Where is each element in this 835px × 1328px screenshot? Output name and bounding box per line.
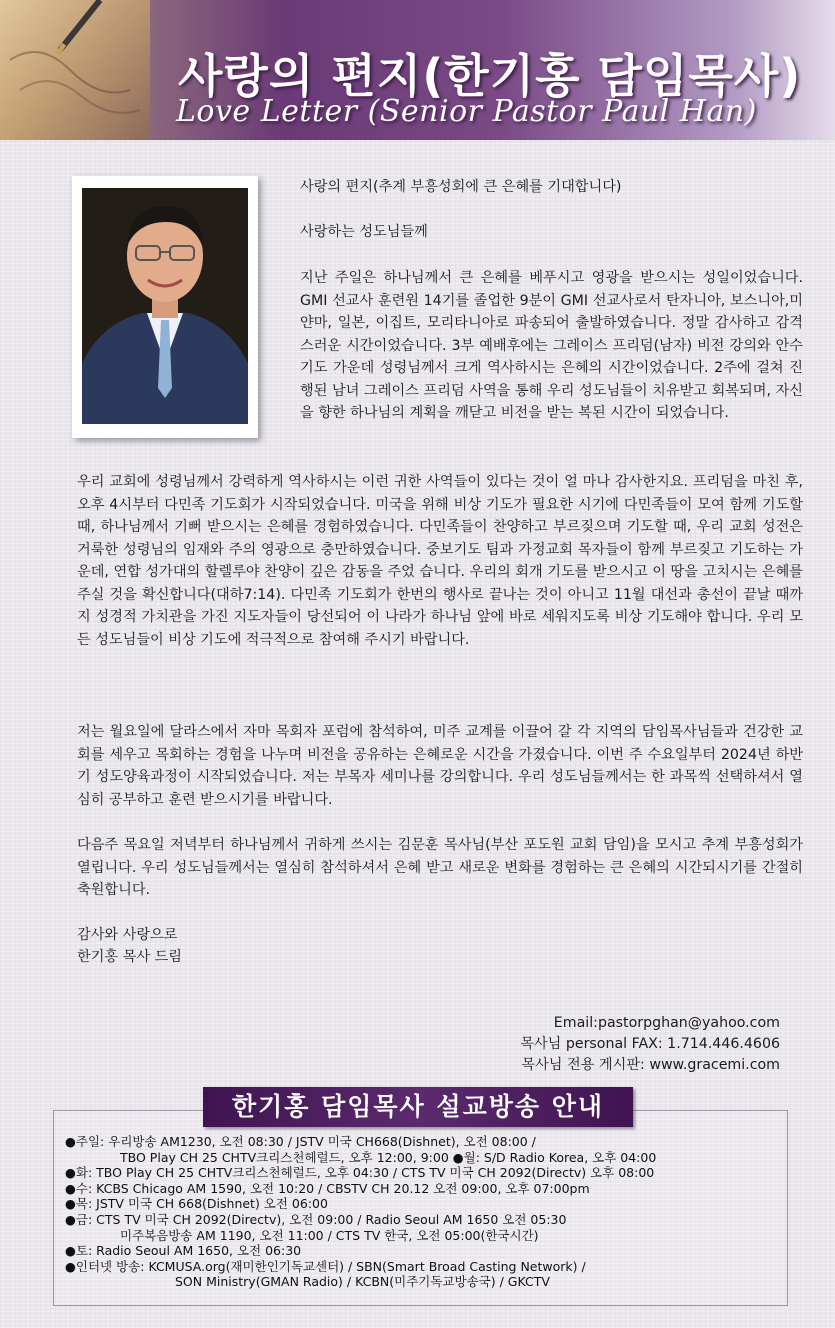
letter-closing: 감사와 사랑으로 [77, 927, 178, 943]
broadcast-line: ●토: Radio Seoul AM 1650, 오전 06:30 [65, 1243, 302, 1259]
contact-fax: 목사님 personal FAX: 1.714.446.4606 [520, 1036, 780, 1052]
header-banner [0, 0, 835, 140]
broadcast-line: ●인터넷 방송: KCMUSA.org(재미한인기독교센터) / SBN(Smart Broad Casting Network) / [65, 1258, 586, 1274]
broadcast-line: TBO Play CH 25 CHTV크리스천헤럴드, 오후 12:00, 9:00 ●월: S/D Radio Korea, 오후 04:00 [120, 1149, 657, 1165]
broadcast-title: 한기홍 담임목사 설교방송 안내 [203, 1087, 633, 1127]
broadcast-line: ●수: KCBS Chicago AM 1590, 오전 10:20 / CBSTV CH 20.12 오전 09:00, 오후 07:00pm [65, 1180, 590, 1196]
broadcast-schedule [65, 1134, 785, 1290]
letter-paragraph-4: 다음주 목요일 저녁부터 하나님께서 귀하게 쓰시는 김문훈 목사님(부산 포도원 교회 담임)을 모시고 추계 부흥성회가 열립니다. 우리 성도님들께서는 열심히 참석하셔서 은혜 받고 새로운 변화를 경험하는 큰 은혜의 시간되시기를 간절히 축원합니다. [77, 837, 803, 898]
contact-block [520, 1013, 780, 1076]
broadcast-line: ●금: CTS TV 미국 CH 2092(Directv), 오전 09:00 / Radio Seoul AM 1650 오전 05:30 [65, 1211, 567, 1227]
letter-subject: 사랑의 편지(추계 부흥성회에 큰 은혜를 기대합니다) [300, 179, 622, 195]
page-subtitle: Love Letter (Senior Pastor Paul Han) [176, 94, 757, 129]
broadcast-line: ●목: JSTV 미국 CH 668(Dishnet) 오전 06:00 [65, 1196, 328, 1212]
letter-paragraph-3: 저는 월요일에 달라스에서 자마 목회자 포럼에 참석하여, 미주 교계를 이끌어 갈 각 지역의 담임목사님들과 건강한 교회를 세우고 목회하는 경험을 나누며 비전을 공유하는 은혜로운 시간을 가졌습니다. 이번 주 수요일부터 2024년 하반기 성도양육과정이 시작되었습니다. 저는 부목자 세미나를 강의합니다. 우리 성도님들께서는 한 과목씩 선택하셔서 열심히 공부하고 훈련 받으시기를 바랍니다. [77, 724, 803, 808]
letter-salutation: 사랑하는 성도님들께 [300, 224, 428, 240]
page-title: 사랑의 편지(한기홍 담임목사) [178, 49, 802, 103]
broadcast-line: SON Ministry(GMAN Radio) / KCBN(미주기독교방송국) / GKCTV [175, 1274, 550, 1290]
contact-board: 목사님 전용 게시판: www.gracemi.com [521, 1057, 780, 1073]
letter-paragraph-1: 지난 주일은 하나님께서 큰 은혜를 베푸시고 영광을 받으시는 성일이었습니다. GMI 선교사 훈련원 14기를 졸업한 9분이 GMI 선교사로서 탄자니아, 보스니아,미얀마, 일본, 이집트, 모리타니아로 파송되어 출발하였습니다. 정말 감사하고 감격스러운 시간이었습니다. 3부 예배후에는 그레이스 프리덤(남자) 비전 강의와 안수 기도 가운데 성령님께서 크게 역사하시는 은혜의 시간이었습니다. 2주에 걸쳐 진행된 남녀 그레이스 프리덤 사역을 통해 우리 성도님들이 치유받고 회복되며, 자신을 향한 하나님의 계획을 깨닫고 비전을 받는 복된 시간이 되었습니다. [300, 270, 803, 421]
contact-email: Email:pastorpghan@yahoo.com [553, 1015, 780, 1031]
quill-pen-image [0, 0, 150, 140]
broadcast-line: ●주일: 우리방송 AM1230, 오전 08:30 / JSTV 미국 CH668(Dishnet), 오전 08:00 / [65, 1134, 536, 1149]
broadcast-line: 미주복음방송 AM 1190, 오전 11:00 / CTS TV 한국, 오전 05:00(한국시간) [120, 1227, 539, 1243]
broadcast-line: ●화: TBO Play CH 25 CHTV크리스천헤럴드, 오후 04:30 / CTS TV 미국 CH 2092(Directv) 오후 08:00 [65, 1165, 655, 1181]
pastor-photo [72, 176, 258, 438]
letter-paragraph-2: 우리 교회에 성령님께서 강력하게 역사하시는 이런 귀한 사역들이 있다는 것이 얼 마나 감사한지요. 프리덤을 마친 후, 오후 4시부터 다민족 기도회가 시작되었습니다. 미국을 위해 비상 기도가 필요한 시기에 다민족들이 모여 함께 기도할 때, 하나님께서 기뻐 받으시는 은혜를 경험하였습니다. 다민족들이 찬양하고 부르짖으며 기도할 때, 우리 교회 성전은 거룩한 성령님의 임재와 주의 영광으로 충만하였습니다. 중보기도 팀과 가정교회 목자들이 함께 부르짖고 기도하는 가운데, 연합 성가대의 할렐루야 찬양이 깊은 감동을 주었 습니다. 우리의 회개 기도를 받으시고 이 땅을 고치시는 은혜를 주실 것을 확신합니다(대하7:14). 다민족 기도회가 한번의 행사로 끝나는 것이 아니고 11월 대선과 총선이 끝날 때까지 성경적 가치관을 가진 지도자들이 당선되어 이 나라가 하나님 앞에 바로 세워지도록 비상 기도해야 합니다. 우리 모든 성도님들이 비상 기도에 적극적으로 참여해 주시기 바랍니다. [77, 474, 804, 648]
letter-signature: 한기홍 목사 드림 [77, 949, 182, 965]
